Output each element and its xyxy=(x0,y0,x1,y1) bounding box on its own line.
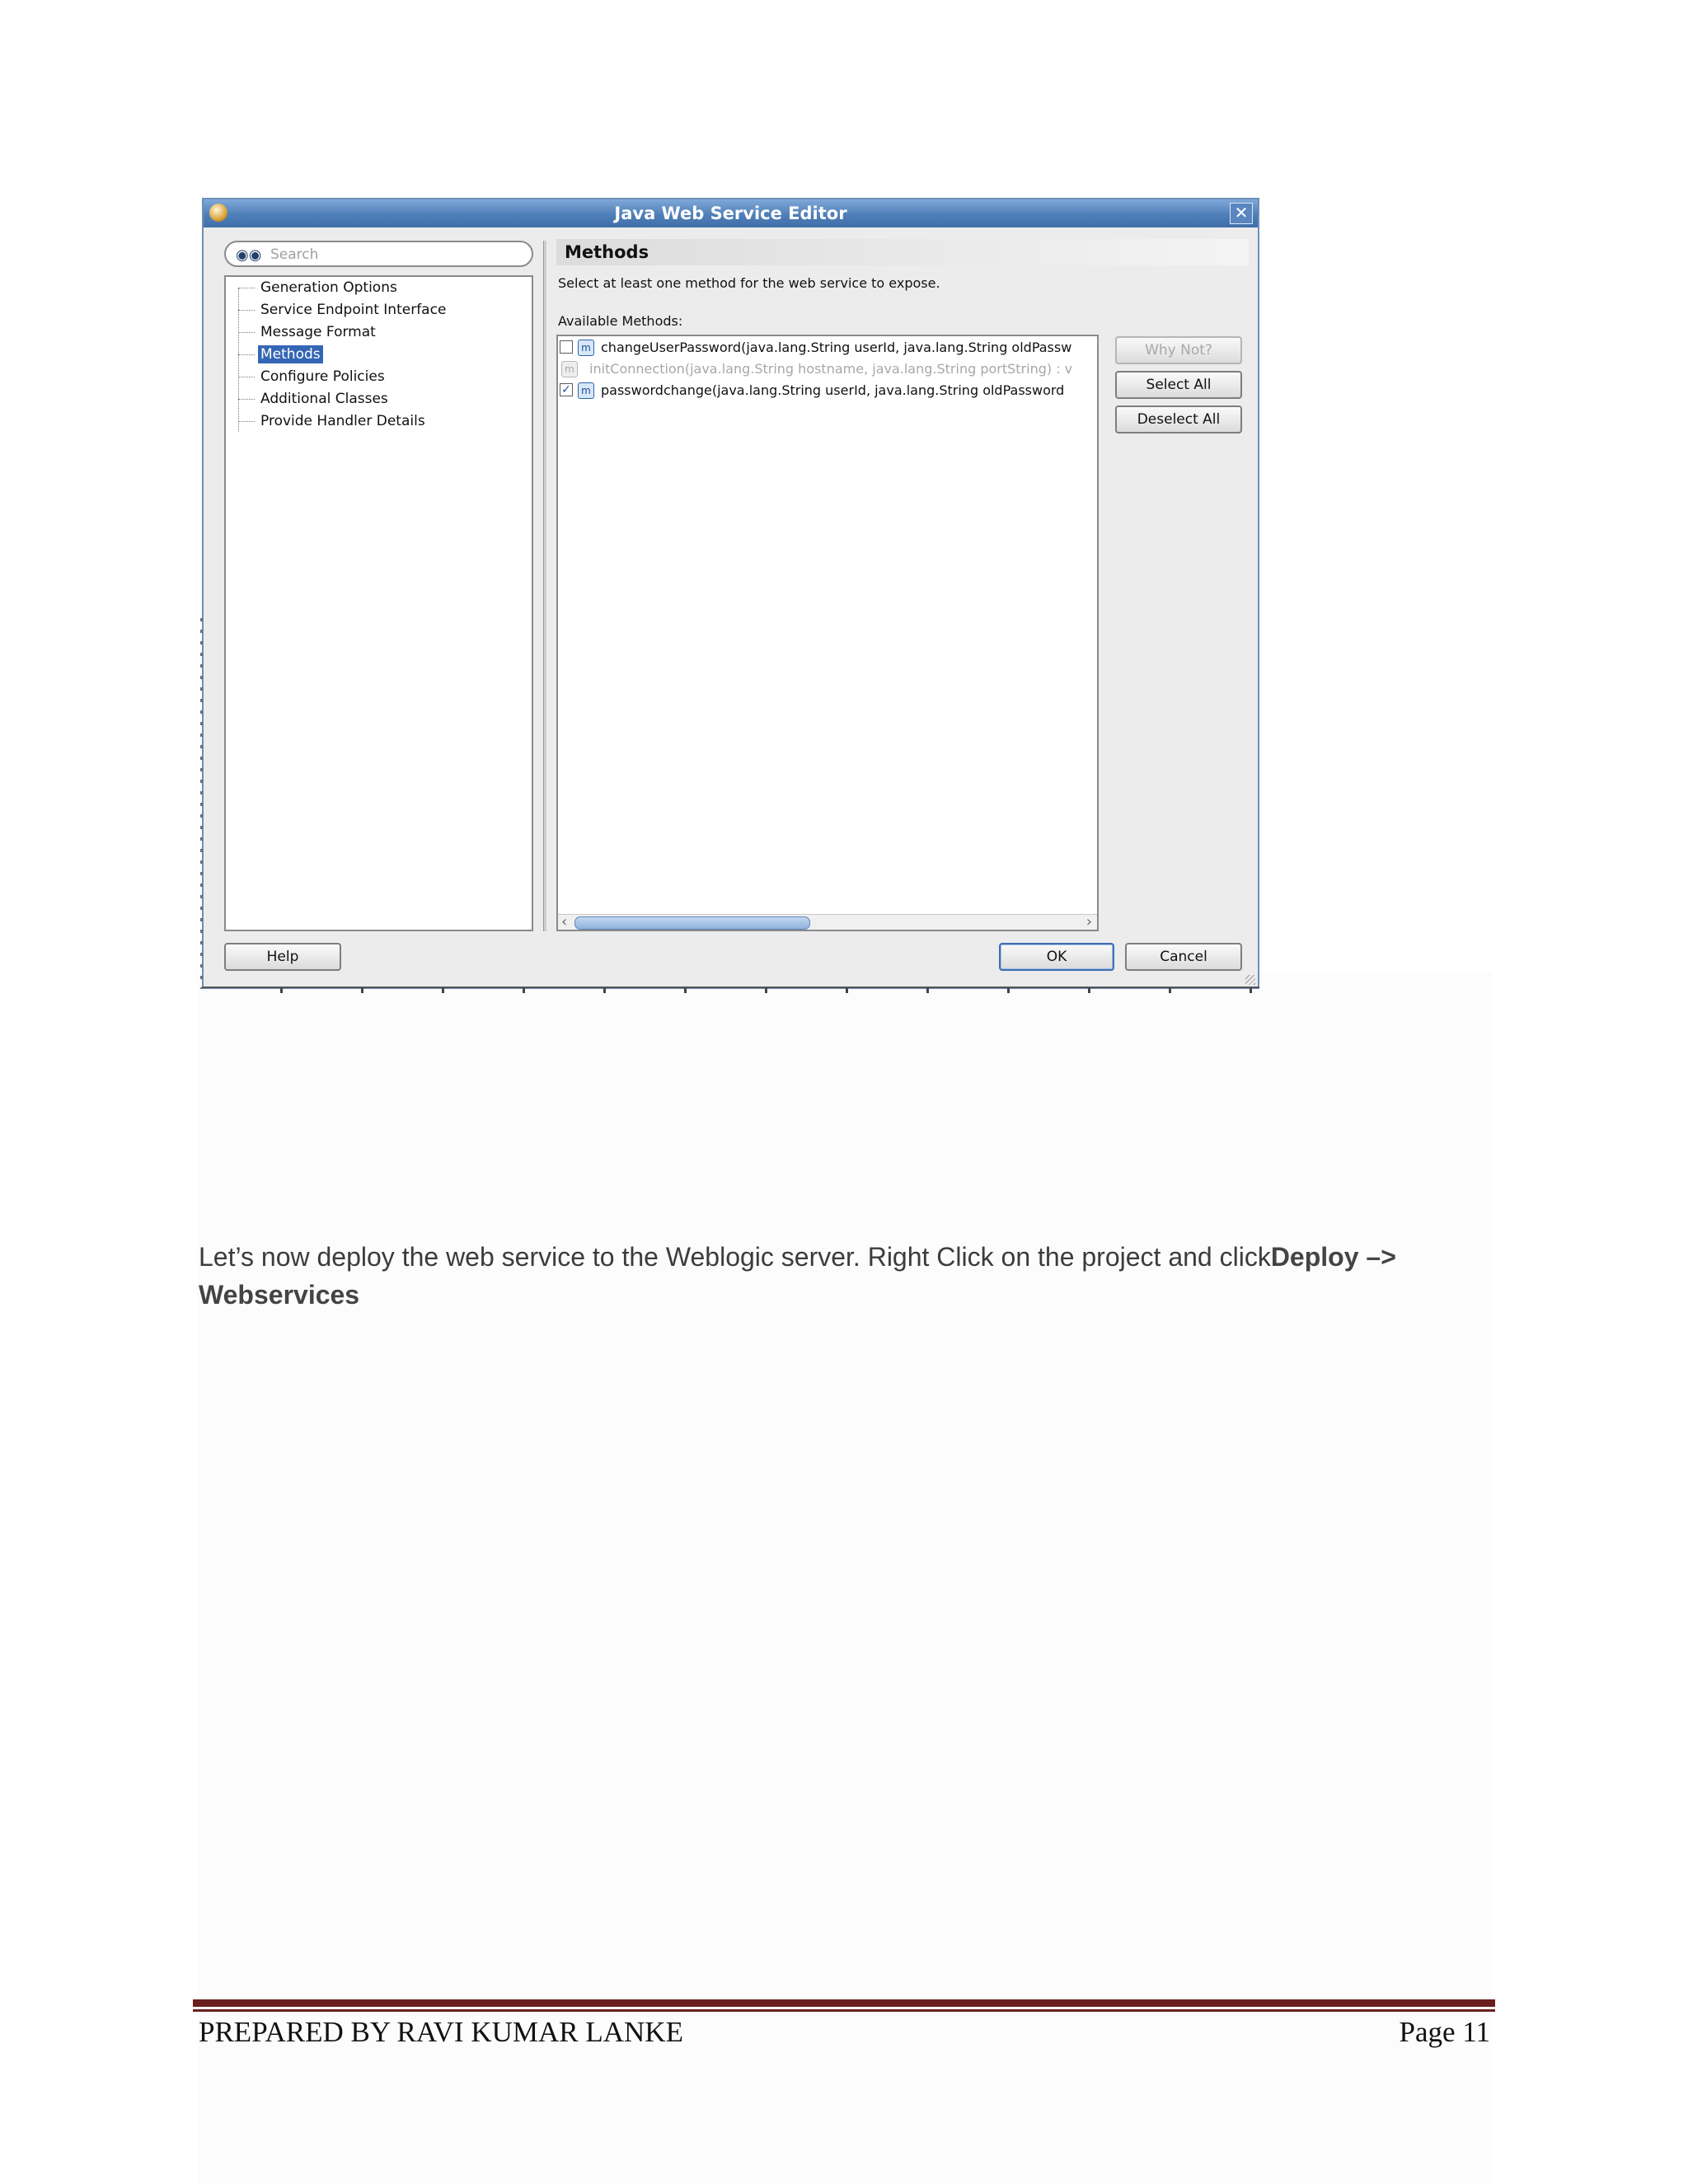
dialog-left-edge xyxy=(200,618,203,989)
footer-page-number: Page 11 xyxy=(1399,2016,1490,2048)
dialog-edge-marks xyxy=(202,988,1259,993)
footer-rule-thin xyxy=(193,2009,1495,2012)
method-row[interactable] xyxy=(560,381,1099,401)
nav-item-service-endpoint-interface[interactable]: Service Endpoint Interface xyxy=(238,299,448,321)
method-icon: m xyxy=(578,340,594,356)
why-not-button[interactable]: Why Not? xyxy=(1115,336,1242,364)
available-methods-label: Available Methods: xyxy=(558,313,683,329)
deselect-all-button[interactable]: Deselect All xyxy=(1115,405,1242,434)
binoculars-icon: ◉◉ xyxy=(236,246,262,264)
java-app-icon xyxy=(209,204,227,222)
body-paragraph xyxy=(199,1238,1484,1314)
paragraph-bold-text: Deploy –> Webservices xyxy=(199,1242,1396,1310)
method-row xyxy=(560,359,1099,379)
dialog-title-bar[interactable] xyxy=(204,199,1258,227)
method-checkbox[interactable] xyxy=(560,340,573,354)
scroll-right-icon[interactable]: › xyxy=(1085,913,1092,930)
footer-author: PREPARED BY RAVI KUMAR LANKE xyxy=(199,2016,683,2048)
scroll-left-icon[interactable]: ‹ xyxy=(561,913,568,930)
section-title: Methods xyxy=(556,239,1249,265)
nav-item-message-format[interactable]: Message Format xyxy=(238,321,378,343)
cancel-button[interactable]: Cancel xyxy=(1125,943,1242,971)
close-icon[interactable]: ✕ xyxy=(1230,203,1253,224)
paragraph-text: Let’s now deploy the web service to the Weblogic server. Right Click on the project and click xyxy=(199,1242,1271,1272)
horizontal-scrollbar[interactable] xyxy=(558,914,1097,930)
nav-item-configure-policies[interactable]: Configure Policies xyxy=(238,366,387,387)
methods-list xyxy=(556,335,1099,931)
scrollbar-thumb[interactable] xyxy=(574,916,810,930)
nav-item-additional-classes[interactable]: Additional Classes xyxy=(238,388,391,410)
footer-rule xyxy=(193,1999,1495,2007)
method-signature: initConnection(java.lang.String hostname, java.lang.String portString) : v xyxy=(589,361,1073,377)
method-row[interactable] xyxy=(560,338,1099,358)
method-signature: changeUserPassword(java.lang.String userId, java.lang.String oldPassw xyxy=(601,340,1072,355)
method-checkbox-checked[interactable]: ✓ xyxy=(560,383,573,396)
method-icon: m xyxy=(561,361,578,377)
method-icon: m xyxy=(578,382,594,399)
panel-splitter[interactable] xyxy=(543,241,546,931)
navigation-tree xyxy=(224,275,533,931)
nav-item-generation-options[interactable]: Generation Options xyxy=(238,277,400,298)
instruction-text: Select at least one method for the web service to expose. xyxy=(558,275,940,291)
help-button[interactable]: Help xyxy=(224,943,341,971)
search-input[interactable] xyxy=(224,241,533,267)
java-web-service-editor-dialog xyxy=(202,198,1259,989)
select-all-button[interactable]: Select All xyxy=(1115,371,1242,399)
nav-item-methods[interactable]: Methods xyxy=(238,344,323,365)
method-signature: passwordchange(java.lang.String userId, java.lang.String oldPassword xyxy=(601,382,1065,398)
ok-button[interactable]: OK xyxy=(999,943,1114,971)
search-placeholder: Search xyxy=(270,246,319,263)
nav-item-provide-handler-details[interactable]: Provide Handler Details xyxy=(238,410,428,432)
resize-grip-icon[interactable] xyxy=(1245,975,1255,985)
dialog-title: Java Web Service Editor xyxy=(614,204,847,223)
